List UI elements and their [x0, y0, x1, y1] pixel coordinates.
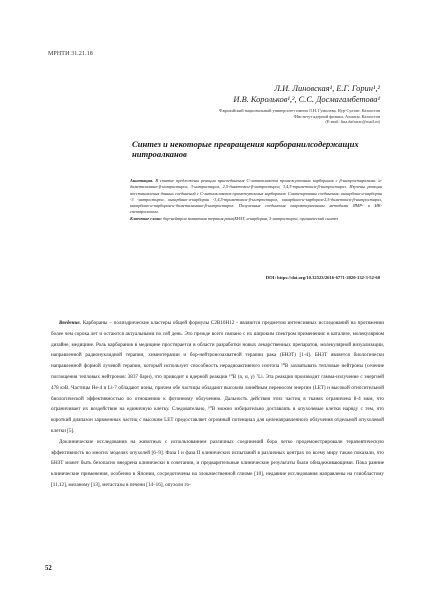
abstract-block [130, 178, 382, 222]
keywords-label: Ключевые слова: [130, 215, 162, 221]
article-body [51, 318, 384, 491]
abstract-label: Аннотация. [130, 178, 154, 183]
affiliation-line: ²Институт ядерной физики, Алматы, Казахстан [293, 113, 380, 119]
author-line: И.В. Корольков¹,², С.С. Досмагамбетова¹ [233, 94, 380, 104]
author-list [233, 84, 380, 105]
paragraph [51, 318, 384, 437]
page-number: 52 [45, 565, 52, 572]
article-title: Синтез и некоторые превращения карборанилсодержащих нитроалканов [132, 139, 359, 159]
affiliations [219, 108, 380, 125]
rubric-code: МРНТИ 31.21.18 [48, 51, 93, 57]
author-line: Л.И. Линовская¹, Е.Г. Горин¹,² [274, 84, 380, 93]
section-lead: Введение. [59, 320, 81, 326]
doi-link[interactable]: DOI: https://doi.org/10.32523/2616-6771-2020-132-3-52-60 [265, 275, 380, 280]
affiliation-line: ¹Евразийский национальный университет имени Л.Н. Гумилева, Нур-Султан, Казахстан [218, 108, 380, 113]
keywords-text: бор-нейтрон захватная терапия рака(БНЗТ, н-карборан, 3-нитростирол, органический синтез [163, 215, 339, 221]
affiliation-email: (E-mail: lina.dafrarac@mail.ru) [325, 119, 380, 125]
abstract-text: В статье предложены реакции присоединения С-литиоклавозов промежуточных карборанов с β-нитростиролами: н-диметиламино-β-нитростирол, 3-нитростирол, 2,5-диметокси-β-нитростирол, 3,4,5-триметокси-β-нитростирол. Изучены реакции восстановления данных соединений с С-литиоклавозов промежуточных карборанов. Синтезированы соединения: кикарбано-н-карборан -3 -нитростирол, кикарбано-н-карборан -3,4,5-триметокси-β-нитростирол, кикарбано-н-карборан-2,5-диметокси-β-нитростирол, кикарбано-н-карборан-н-диметиламино-β-нитростирол. Полученные соединения охарактеризованы методами ЯМР- и ИК-спектроскопии. [130, 178, 382, 215]
paragraph: Доклинические исследования на животных с использованием различных соединений бора четко продемонстрировали терапевтическую эффективность во многих моделях опухолей [6–9]. Фаза I и фаза II клинических испытаний в различных центрах по всему миру также показали, что БНЗТ может быть безопасно внедрена клинически в сочетании, и предварительные клинические результаты были обнадеживающими. Пока ранние клинические применения, особенно в Японии, сосредоточены на злокачественной глиоме [10], недавние исследования направлены на глиобластому [11,12], меланому [13], метастазы в печени [14–16], опухоли го- [51, 438, 384, 488]
paragraph-text: Карбораны – полиэдрические кластеры общей формулы C2B10H12 - являются предметом интенсивных исследований на протяжении более чем сорока лет и остаются актуальными по сей день. Это прежде всего связано с их широким спектром применения: в катализе, молекулярном дизайне, медицине. Роль карборанов в медицине простирается в области разработки новых лекарственных препаратов, молекулярной визуализации, направленной радионуклидной терапии, химиотерапии и бор-нейтронозахватной терапии рака (БНЗТ) [1-4]. БНЗТ является биологически направленной формой лучевой терапии, который использует способность нерадиоактивного изотопа ¹⁰B захватывать тепловые нейтроны (сечение поглощения тепловых нейтронов: 3837 барн), что приводит к ядерной реакции ¹⁰B (n, α, γ) ⁷Li. Эта реакция производит гамма-излучение с энергией 478 кэВ. Частицы He-4 и Li-7 обладают ионы, причем обе частицы обладают высоким линейным переносом энергии (LET) и высокой относительной биологической эффективностью по отношению к фотонному облучению. Дальность действия этих частиц в тканях ограничена 8-4 мкм, что ограничивает их воздействие на единичную клетку. Следовательно, ¹⁰B можно избирательно доставлять в опухолевые клетки наряду с тем, что короткий диапазон заряженных частиц с высоким LET предоставляет огромный потенциал для целенаправленного облучения отдельной опухолевой клетки [5]. [51, 320, 384, 434]
